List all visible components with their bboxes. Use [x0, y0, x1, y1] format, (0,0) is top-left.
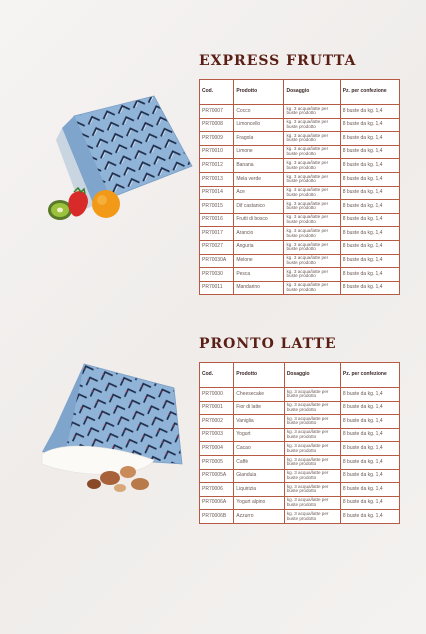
product-dosage: kg. 3 acqua/latte per buste prodotto: [284, 281, 340, 295]
product-pack: 8 buste da kg. 1,4: [340, 281, 399, 295]
product-code: PR70015: [200, 200, 234, 214]
product-name: Yogurt alpino: [234, 496, 285, 510]
product-code: PR70027: [200, 240, 234, 254]
table-row: [200, 200, 400, 214]
product-dosage: kg. 3 acqua/latte per buste prodotto: [284, 254, 340, 268]
product-pack: 8 buste da kg. 1,4: [340, 442, 399, 456]
product-dosage: kg. 3 acqua/latte per buste prodotto: [284, 483, 340, 497]
product-pack: 8 buste da kg. 1,4: [340, 510, 399, 524]
table-row: [200, 455, 400, 469]
product-pack: 8 buste da kg. 1,4: [340, 118, 399, 132]
product-code: PR70011: [200, 281, 234, 295]
pronto-latte-table: [199, 362, 400, 524]
product-code: PR70009: [200, 132, 234, 146]
product-dosage: kg. 3 acqua/latte per buste prodotto: [284, 200, 340, 214]
product-dosage: kg. 3 acqua/latte per buste prodotto: [284, 401, 340, 415]
product-pack: 8 buste da kg. 1,4: [340, 254, 399, 268]
product-dosage: kg. 3 acqua/latte per buste prodotto: [284, 240, 340, 254]
product-dosage: kg. 3 acqua/latte per buste prodotto: [284, 186, 340, 200]
table-row: [200, 401, 400, 415]
product-dosage: kg. 3 acqua/latte per buste prodotto: [284, 268, 340, 282]
product-name: Liquirizia: [234, 483, 285, 497]
table-row: [200, 240, 400, 254]
product-name: Ace: [234, 186, 284, 200]
product-code: PR70013: [200, 172, 234, 186]
product-code: PR70008: [200, 118, 234, 132]
column-header: Pz. per confezione: [340, 80, 399, 105]
table-row: [200, 510, 400, 524]
product-code: PR70002: [200, 415, 234, 429]
product-name: Cheesecake: [234, 388, 285, 402]
table-row: [200, 281, 400, 295]
product-dosage: kg. 3 acqua/latte per buste prodotto: [284, 428, 340, 442]
product-dosage: kg. 3 acqua/latte per buste prodotto: [284, 213, 340, 227]
column-header: Prodotto: [234, 80, 284, 105]
product-dosage: kg. 3 acqua/latte per buste prodotto: [284, 469, 340, 483]
product-name: Limoncello: [234, 118, 284, 132]
product-code: PR70014: [200, 186, 234, 200]
product-dosage: kg. 3 acqua/latte per buste prodotto: [284, 118, 340, 132]
product-code: PR70010: [200, 145, 234, 159]
table-row: [200, 268, 400, 282]
column-header: Dosaggio: [284, 80, 340, 105]
product-name: Gianduia: [234, 469, 285, 483]
table-row: [200, 469, 400, 483]
product-code: PR70001: [200, 401, 234, 415]
product-name: Vaniglia: [234, 415, 285, 429]
column-header: Dosaggio: [284, 363, 340, 388]
product-dosage: kg. 3 acqua/latte per buste prodotto: [284, 415, 340, 429]
product-code: PR70006A: [200, 496, 234, 510]
product-code: PR70006: [200, 483, 234, 497]
table-row: [200, 227, 400, 241]
product-name: Arancio: [234, 227, 284, 241]
table-row: [200, 172, 400, 186]
table-row: [200, 132, 400, 146]
express-frutta-package-image: [22, 88, 200, 228]
table-row: [200, 254, 400, 268]
product-name: Anguria: [234, 240, 284, 254]
product-code: PR70012: [200, 159, 234, 173]
product-dosage: kg. 3 acqua/latte per buste prodotto: [284, 227, 340, 241]
product-pack: 8 buste da kg. 1,4: [340, 172, 399, 186]
product-dosage: kg. 3 acqua/latte per buste prodotto: [284, 388, 340, 402]
product-code: PR70007: [200, 105, 234, 119]
table-header-row: [200, 80, 400, 105]
product-code: PR70016: [200, 213, 234, 227]
product-pack: 8 buste da kg. 1,4: [340, 415, 399, 429]
table-row: [200, 483, 400, 497]
product-code: PR70030: [200, 268, 234, 282]
product-pack: 8 buste da kg. 1,4: [340, 105, 399, 119]
product-name: Caffè: [234, 455, 285, 469]
product-pack: 8 buste da kg. 1,4: [340, 213, 399, 227]
product-name: Banana: [234, 159, 284, 173]
table-row: [200, 145, 400, 159]
product-code: PR70017: [200, 227, 234, 241]
table-row: [200, 105, 400, 119]
product-pack: 8 buste da kg. 1,4: [340, 200, 399, 214]
product-name: Fior di latte: [234, 401, 285, 415]
table-header-row: [200, 363, 400, 388]
product-pack: 8 buste da kg. 1,4: [340, 132, 399, 146]
product-dosage: kg. 3 acqua/latte per buste prodotto: [284, 455, 340, 469]
table-row: [200, 415, 400, 429]
product-name: Limone: [234, 145, 284, 159]
table-row: [200, 442, 400, 456]
table-row: [200, 388, 400, 402]
product-name: Melone: [234, 254, 284, 268]
product-code: PR70005A: [200, 469, 234, 483]
column-header: Cod.: [200, 80, 234, 105]
product-pack: 8 buste da kg. 1,4: [340, 388, 399, 402]
table-row: [200, 159, 400, 173]
product-pack: 8 buste da kg. 1,4: [340, 227, 399, 241]
table-row: [200, 213, 400, 227]
product-dosage: kg. 3 acqua/latte per buste prodotto: [284, 442, 340, 456]
product-pack: 8 buste da kg. 1,4: [340, 145, 399, 159]
product-name: Mela verde: [234, 172, 284, 186]
product-pack: 8 buste da kg. 1,4: [340, 428, 399, 442]
product-name: Mandarino: [234, 281, 284, 295]
section-title-express-frutta: EXPRESS FRUTTA: [199, 53, 357, 69]
table-row: [200, 496, 400, 510]
product-name: Dif castanico: [234, 200, 284, 214]
product-code: PR70006B: [200, 510, 234, 524]
product-pack: 8 buste da kg. 1,4: [340, 496, 399, 510]
product-dosage: kg. 3 acqua/latte per buste prodotto: [284, 496, 340, 510]
product-pack: 8 buste da kg. 1,4: [340, 240, 399, 254]
product-dosage: kg. 3 acqua/latte per buste prodotto: [284, 172, 340, 186]
product-pack: 8 buste da kg. 1,4: [340, 455, 399, 469]
express-frutta-table: [199, 79, 400, 295]
section-title-pronto-latte: PRONTO LATTE: [199, 336, 337, 352]
product-dosage: kg. 3 acqua/latte per buste prodotto: [284, 145, 340, 159]
pronto-latte-package-image: [24, 360, 200, 500]
column-header: Cod.: [200, 363, 234, 388]
column-header: Pz. per confezione: [340, 363, 399, 388]
product-code: PR70005: [200, 455, 234, 469]
product-pack: 8 buste da kg. 1,4: [340, 401, 399, 415]
product-dosage: kg. 3 acqua/latte per buste prodotto: [284, 105, 340, 119]
product-name: Pesca: [234, 268, 284, 282]
table-row: [200, 186, 400, 200]
product-pack: 8 buste da kg. 1,4: [340, 268, 399, 282]
product-dosage: kg. 3 acqua/latte per buste prodotto: [284, 510, 340, 524]
product-code: PR70003: [200, 428, 234, 442]
product-pack: 8 buste da kg. 1,4: [340, 483, 399, 497]
product-name: Cocco: [234, 105, 284, 119]
column-header: Prodotto: [234, 363, 285, 388]
product-dosage: kg. 3 acqua/latte per buste prodotto: [284, 159, 340, 173]
product-pack: 8 buste da kg. 1,4: [340, 469, 399, 483]
product-name: Frutti di bosco: [234, 213, 284, 227]
product-code: PR70030A: [200, 254, 234, 268]
product-pack: 8 buste da kg. 1,4: [340, 159, 399, 173]
product-name: Yogurt: [234, 428, 285, 442]
product-dosage: kg. 3 acqua/latte per buste prodotto: [284, 132, 340, 146]
table-row: [200, 118, 400, 132]
product-code: PR70000: [200, 388, 234, 402]
table-row: [200, 428, 400, 442]
product-name: Cacao: [234, 442, 285, 456]
product-pack: 8 buste da kg. 1,4: [340, 186, 399, 200]
product-name: Fragola: [234, 132, 284, 146]
product-name: Azzurro: [234, 510, 285, 524]
product-code: PR70004: [200, 442, 234, 456]
